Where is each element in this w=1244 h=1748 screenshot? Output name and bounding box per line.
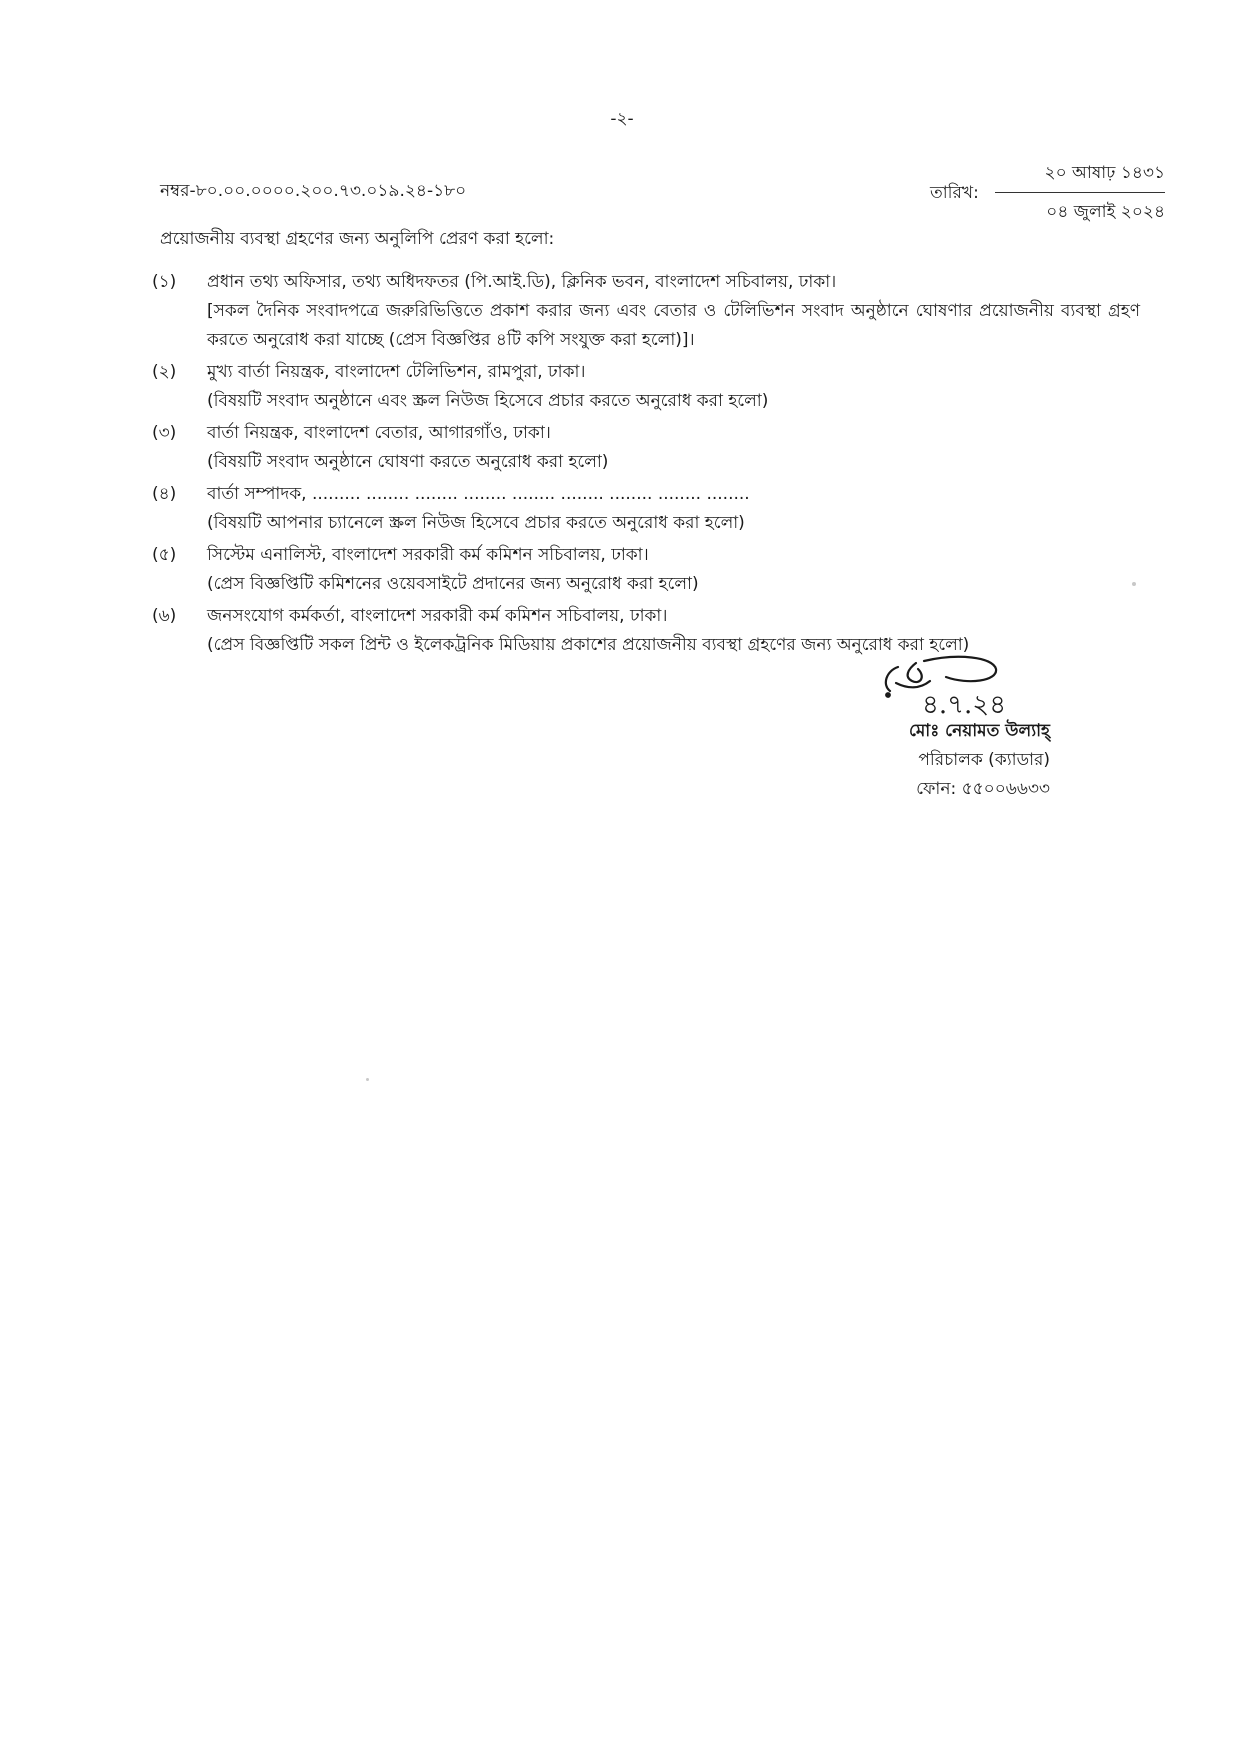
memo-number: নম্বর-৮০.০০.০০০০.২০০.৭৩.০১৯.২৪-১৮০	[160, 181, 467, 201]
item-number: (৩)	[152, 423, 177, 443]
list-item	[150, 419, 1140, 477]
handwritten-date: ৪.৭.২৪	[922, 690, 1007, 720]
item-note: (বিষয়টি সংবাদ অনুষ্ঠানে ঘোষণা করতে অনুরোধ করা হলো)	[207, 452, 609, 472]
item-recipient: বার্তা সম্পাদক, ......... ........ ........ ........ ........ ........ ........ ........ ........	[207, 484, 750, 504]
list-item	[150, 480, 1140, 538]
item-note: [সকল দৈনিক সংবাদপত্রে জরুরিভিত্তিতে প্রকাশ করার জন্য এবং বেতার ও টেলিভিশন সংবাদ অনুষ্ঠানে ঘোষণার প্রয়োজনীয় ব্যবস্থা গ্রহণ করতে অনুরোধ করা যাচ্ছে (প্রেস বিজ্ঞপ্তির ৪টি কপি সংযুক্ত করা হলো)]।	[207, 301, 1140, 350]
item-note: (প্রেস বিজ্ঞপ্তিটি সকল প্রিন্ট ও ইলেকট্রনিক মিডিয়ায় প্রকাশের প্রয়োজনীয় ব্যবস্থা গ্রহণের জন্য অনুরোধ করা হলো)	[207, 635, 970, 655]
signatory-phone: ফোন: ৫৫০০৬৬৩৩	[916, 779, 1050, 799]
item-number: (১)	[152, 272, 177, 292]
list-item	[150, 268, 1140, 355]
item-number: (৪)	[152, 484, 177, 504]
date-block	[995, 160, 1165, 227]
item-recipient: বার্তা নিয়ন্ত্রক, বাংলাদেশ বেতার, আগারগাঁও, ঢাকা।	[207, 423, 551, 443]
item-body	[207, 268, 1140, 355]
date-english: ০৪ জুলাই ২০২৪	[1046, 202, 1165, 222]
date-bangla: ২০ আষাঢ় ১৪৩১	[995, 160, 1165, 193]
page-number: -২-	[610, 109, 634, 129]
item-body	[207, 541, 1140, 599]
item-note: (প্রেস বিজ্ঞপ্তিটি কমিশনের ওয়েবসাইটে প্রদানের জন্য অনুরোধ করা হলো)	[207, 574, 699, 594]
signatory-name: মোঃ নেয়ামত উল্যাহ্	[908, 721, 1050, 741]
date-label: তারিখ:	[930, 183, 979, 203]
list-item	[150, 541, 1140, 599]
item-note: (বিষয়টি আপনার চ্যানেলে স্ক্রল নিউজ হিসেবে প্রচার করতে অনুরোধ করা হলো)	[207, 513, 745, 533]
item-recipient: সিস্টেম এনালিস্ট, বাংলাদেশ সরকারী কর্ম কমিশন সচিবালয়, ঢাকা।	[207, 545, 649, 565]
item-number: (৬)	[152, 606, 177, 626]
signatory-designation: পরিচালক (ক্যাডার)	[918, 750, 1050, 770]
distribution-list	[150, 268, 1140, 663]
item-body	[207, 358, 1140, 416]
item-recipient: জনসংযোগ কর্মকর্তা, বাংলাদেশ সরকারী কর্ম কমিশন সচিবালয়, ঢাকা।	[207, 606, 668, 626]
scan-speck	[366, 1078, 369, 1081]
handwritten-signature	[868, 655, 1038, 725]
item-note: (বিষয়টি সংবাদ অনুষ্ঠানে এবং স্ক্রল নিউজ হিসেবে প্রচার করতে অনুরোধ করা হলো)	[207, 391, 769, 411]
item-recipient: প্রধান তথ্য অফিসার, তথ্য অধিদফতর (পি.আই.ডি), ক্লিনিক ভবন, বাংলাদেশ সচিবালয়, ঢাকা।	[207, 272, 837, 292]
item-number: (৫)	[152, 545, 177, 565]
signature-block	[790, 655, 1050, 804]
item-recipient: মুখ্য বার্তা নিয়ন্ত্রক, বাংলাদেশ টেলিভিশন, রামপুরা, ঢাকা।	[207, 362, 586, 382]
list-item	[150, 358, 1140, 416]
distribution-intro: প্রয়োজনীয় ব্যবস্থা গ্রহণের জন্য অনুলিপি প্রেরণ করা হলো:	[160, 229, 555, 249]
item-body	[207, 480, 1140, 538]
item-number: (২)	[152, 362, 177, 382]
item-body	[207, 602, 1140, 660]
scan-speck	[1132, 582, 1136, 586]
item-body	[207, 419, 1140, 477]
list-item	[150, 602, 1140, 660]
